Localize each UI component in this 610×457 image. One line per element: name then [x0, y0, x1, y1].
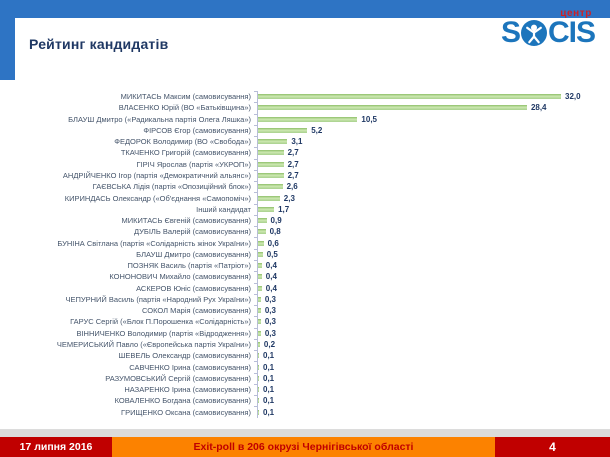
value-label: 1,7 — [278, 204, 290, 214]
category-label: ЧЕМЕРИСЬКИЙ Павло («Європейська партія України») — [56, 339, 251, 349]
chart-row — [0, 147, 598, 158]
value-label: 5,2 — [311, 125, 323, 135]
bar — [258, 105, 527, 110]
category-label: БУНІНА Світлана (партія «Солідарність жінок України») — [57, 238, 251, 248]
bar-track — [257, 102, 598, 113]
bar — [258, 376, 259, 381]
category-label: НАЗАРЕНКО Ірина (самовисування) — [124, 385, 251, 395]
value-label: 28,4 — [530, 103, 547, 113]
category-label: ШЕВЕЛЬ Олександр (самовисування) — [118, 351, 251, 361]
bar — [258, 410, 259, 415]
bar-track — [257, 305, 598, 316]
chart-row — [0, 114, 598, 125]
bar-track — [257, 204, 598, 215]
category-label: ТКАЧЕНКО Григорій (самовисування) — [120, 148, 251, 158]
bar — [258, 229, 266, 234]
bar — [258, 94, 561, 99]
bar-track — [257, 125, 598, 136]
category-label: ВІННИЧЕНКО Володимир (партія «Відродження») — [76, 328, 251, 338]
bar-track — [257, 361, 598, 372]
bar — [258, 297, 261, 302]
footer-caption: Exit-poll в 206 окрузі Чернігівської області — [112, 437, 495, 457]
category-label: Інший кандидат — [196, 204, 251, 214]
category-label: МИКИТАСЬ Євгеній (самовисування) — [121, 216, 251, 226]
bar — [258, 128, 307, 133]
bar — [258, 263, 262, 268]
value-label: 3,1 — [291, 137, 303, 147]
logo-letter-s: S — [500, 16, 520, 49]
value-label: 0,2 — [263, 339, 276, 349]
bar-track — [257, 328, 598, 339]
bar — [258, 184, 283, 189]
bar-track — [257, 159, 598, 170]
chart-row — [0, 283, 598, 294]
bar — [258, 196, 280, 201]
bar-track — [257, 249, 598, 260]
bar-track — [257, 395, 598, 406]
bar-track — [257, 316, 598, 327]
socis-logo — [501, 9, 595, 47]
bar-track — [257, 226, 598, 237]
bar-track — [257, 339, 598, 350]
value-label: 0,3 — [264, 306, 276, 316]
chart-row — [0, 294, 598, 305]
candidate-rating-bar-chart — [0, 91, 598, 418]
bar — [258, 274, 262, 279]
logo-wordmark — [500, 16, 595, 49]
logo-letters-cis: CIS — [547, 16, 595, 49]
bar — [258, 331, 261, 336]
category-label: АНДРІЙЧЕНКО Ігор (партія «Демократичний альянс») — [62, 170, 251, 180]
value-label: 0,3 — [264, 328, 276, 338]
value-label: 2,3 — [283, 193, 295, 203]
chart-row — [0, 260, 598, 271]
chart-row — [0, 249, 598, 260]
category-label: ПОЗНЯК Василь (партія «Патріот») — [127, 261, 251, 271]
category-label: КОНОНОВИЧ Михайло (самовисування) — [109, 272, 251, 282]
chart-row — [0, 271, 598, 282]
category-label: РАЗУМОВСЬКИЙ Сергій (самовисування) — [105, 373, 251, 383]
bar — [258, 139, 287, 144]
bar — [258, 218, 267, 223]
value-label: 0,1 — [263, 362, 275, 372]
value-label: 0,1 — [263, 373, 275, 383]
footer-date: 17 липня 2016 — [0, 437, 112, 457]
value-label: 0,1 — [263, 407, 275, 417]
bar — [258, 387, 259, 392]
bar — [258, 252, 263, 257]
bar — [258, 173, 284, 178]
value-label: 0,4 — [265, 261, 277, 271]
value-label: 2,7 — [287, 170, 299, 180]
chart-row — [0, 406, 598, 417]
logo-centr-label: центр — [560, 8, 592, 19]
value-label: 0,6 — [267, 238, 279, 248]
bar — [258, 117, 357, 122]
chart-row — [0, 384, 598, 395]
chart-row — [0, 339, 598, 350]
chart-row — [0, 237, 598, 248]
person-in-circle-icon — [521, 20, 547, 46]
footer-page-number: 4 — [495, 437, 610, 457]
category-label: ГАЄВСЬКА Лідія (партія «Опозиційний блок») — [92, 182, 251, 192]
footer-bar — [0, 437, 610, 457]
value-label: 2,6 — [286, 182, 298, 192]
category-label: ВЛАСЕНКО Юрій (ВО «Батьківщина») — [118, 103, 251, 113]
value-label: 0,1 — [263, 385, 275, 395]
value-label: 0,1 — [263, 396, 275, 406]
bar — [258, 308, 261, 313]
chart-row — [0, 102, 598, 113]
chart-row — [0, 395, 598, 406]
chart-row — [0, 350, 598, 361]
bar-track — [257, 271, 598, 282]
bar-track — [257, 294, 598, 305]
bar-track — [257, 406, 598, 417]
bar-track — [257, 192, 598, 203]
bar-track — [257, 373, 598, 384]
bar-track — [257, 114, 598, 125]
category-label: АСКЕРОВ Юніс (самовисування) — [136, 283, 251, 293]
chart-row — [0, 361, 598, 372]
bar-track — [257, 147, 598, 158]
chart-row — [0, 215, 598, 226]
category-label: КОВАЛЕНКО Богдана (самовисування) — [114, 396, 251, 406]
value-label: 32,0 — [565, 92, 581, 102]
value-label: 0,3 — [264, 294, 276, 304]
chart-row — [0, 170, 598, 181]
category-label: ГІРІЧ Ярослав (партія «УКРОП») — [136, 159, 251, 169]
value-label: 0,5 — [266, 249, 278, 259]
bar-track — [257, 283, 598, 294]
value-label: 2,7 — [287, 159, 299, 169]
bar — [258, 398, 259, 403]
chart-row — [0, 373, 598, 384]
bar — [258, 365, 259, 370]
chart-row — [0, 181, 598, 192]
bar-track — [257, 384, 598, 395]
bar — [258, 207, 274, 212]
category-label: МИКИТАСЬ Максим (самовисування) — [120, 92, 251, 102]
page-title: Рейтинг кандидатів — [29, 36, 169, 52]
bar-track — [257, 136, 598, 147]
category-label: ГРИЩЕНКО Оксана (самовисування) — [121, 407, 251, 417]
bottom-gray-strip — [0, 429, 610, 437]
value-label: 0,9 — [270, 216, 282, 226]
bar — [258, 150, 284, 155]
chart-row — [0, 204, 598, 215]
bar — [258, 319, 261, 324]
bar-track — [257, 181, 598, 192]
category-label: ГАРУС Сергій («Блок П.Порошенка «Солідарність») — [70, 317, 251, 327]
bar — [258, 241, 264, 246]
bar — [258, 162, 284, 167]
value-label: 0,4 — [265, 283, 277, 293]
category-label: ФІРСОВ Єгор (самовисування) — [143, 125, 251, 135]
chart-row — [0, 136, 598, 147]
bar-track — [257, 91, 598, 102]
value-label: 10,5 — [361, 114, 377, 124]
chart-row — [0, 316, 598, 327]
category-label: ФЕДОРОК Володимир (ВО «Свобода») — [114, 137, 251, 147]
category-label: СОКОЛ Марія (самовисування) — [142, 306, 251, 316]
bar — [258, 353, 259, 358]
chart-row — [0, 192, 598, 203]
value-label: 0,4 — [265, 272, 277, 282]
chart-row — [0, 159, 598, 170]
category-label: САВЧЕНКО Ірина (самовисування) — [129, 362, 251, 372]
bar-track — [257, 260, 598, 271]
bar-track — [257, 170, 598, 181]
bar-track — [257, 350, 598, 361]
chart-row — [0, 305, 598, 316]
category-label: БЛАУШ Дмитро (самовисування) — [136, 249, 251, 259]
value-label: 0,8 — [269, 227, 281, 237]
chart-row — [0, 125, 598, 136]
category-label: ЧЕПУРНИЙ Василь (партія «Народний Рух України») — [65, 294, 251, 304]
bar — [258, 286, 262, 291]
chart-row — [0, 91, 598, 102]
category-label: ДУБІЛЬ Валерій (самовисування) — [133, 227, 251, 237]
category-label: КИРИНДАСЬ Олександр («Об'єднання «Самопоміч») — [64, 193, 251, 203]
chart-row — [0, 226, 598, 237]
value-label: 0,1 — [263, 351, 275, 361]
left-blue-bar — [0, 18, 15, 80]
category-label: БЛАУШ Дмитро («Радикальна партія Олега Ляшка») — [68, 114, 251, 124]
bar-track — [257, 237, 598, 248]
value-label: 0,3 — [264, 317, 276, 327]
bar-track — [257, 215, 598, 226]
chart-row — [0, 328, 598, 339]
bar — [258, 342, 260, 347]
value-label: 2,7 — [287, 148, 299, 158]
